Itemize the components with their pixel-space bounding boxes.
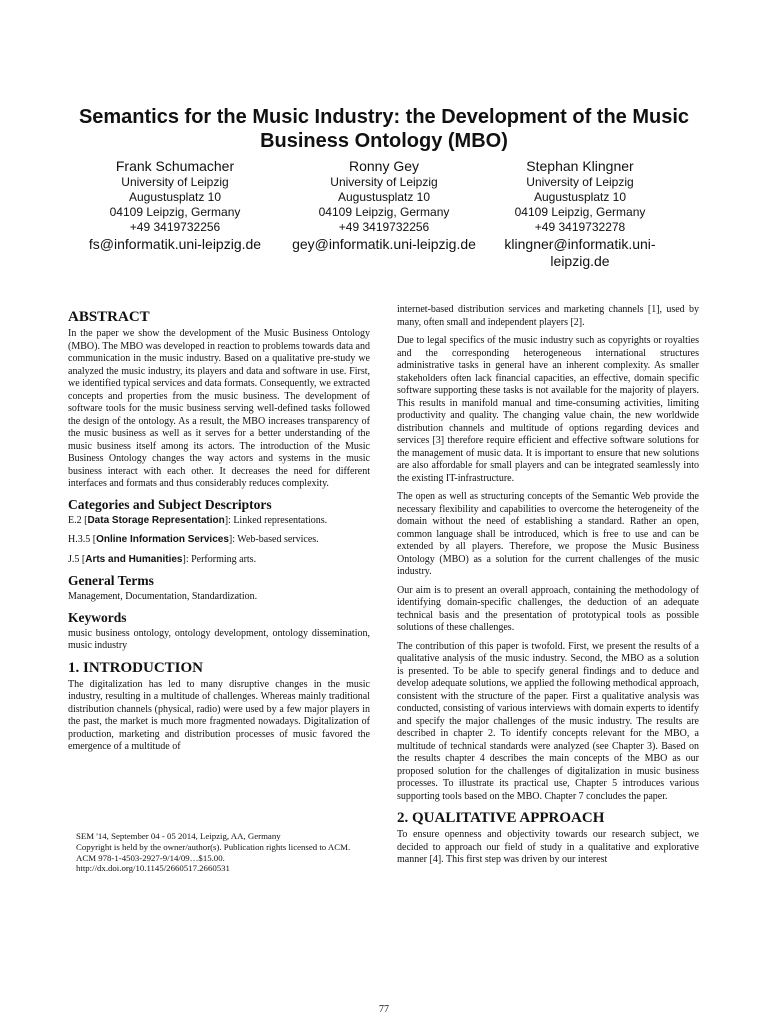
abstract-heading: ABSTRACT	[68, 309, 150, 325]
author-block-1	[60, 157, 290, 253]
author-affiliation: University of Leipzig	[121, 175, 229, 189]
paragraph: To ensure openness and objectivity towards our research subject, we decided to approach our field of study in a qualitative and explorative manner [4]. This first step was driven by our interest	[397, 829, 699, 865]
introduction-text: The digitalization has led to many disruptive changes in the music industry, resulting in a multitude of challenges. Whereas mainly traditional distribution channels (physical, radio) were used by a few major players in the past, the market is much more fragmented nowadays. Digitalization of production, marketing and distribution processes of music favored the emergence of a multitude of	[68, 678, 370, 752]
author-street: Augustusplatz 10	[337, 190, 431, 204]
acm-isbn-line: ACM 978-1-4503-2927-9/14/09…$15.00.	[76, 852, 225, 863]
author-email: fs@informatik.uni-leipzig.de	[88, 236, 262, 252]
paragraph: The contribution of this paper is twofold. First, we present the results of a qualitative analysis of the music industry. Second, the MBO as a solution is presented. To be able to specify general findings and to deduce and develop adequate solutions, we applied the following methodical approach, consistent with the structure of the paper. First a qualitative analysis was conducted, consisting of various interviews with domain experts to identify and specify the major challenges of the music industry. The results are described in chapter 2. To identify concepts relevant for the MBO, a multitude of technical standards were analyzed (see Chapter 3). Based on the results chapter 4 describes the main concepts of the MBO as our proposed solution for the challenges of digitalization in music business processes. To illustrate its practical use, Chapter 5 introduces various supporting tools based on the MBO. Chapter 7 concludes the paper.	[397, 640, 699, 802]
paragraph: internet-based distribution services and marketing channels [1], used by many, often small and independent players [2].	[397, 304, 699, 328]
paragraph: Our aim is to present an overall approach, containing the methodology of identifying domain-specific challenges, the deduction of an adequate technical basis and the presentation of prototypical tools as possible solutions of these challenges.	[397, 584, 699, 633]
author-city: 04109 Leipzig, Germany	[318, 205, 450, 219]
author-street: Augustusplatz 10	[128, 190, 222, 204]
author-phone: +49 3419732256	[338, 220, 430, 234]
author-city: 04109 Leipzig, Germany	[109, 205, 241, 219]
author-email: gey@informatik.uni-leipzig.de	[292, 236, 476, 252]
qualitative-approach-heading: 2. QUALITATIVE APPROACH	[397, 810, 605, 826]
page-number: 77	[379, 1004, 389, 1015]
keywords-heading: Keywords	[68, 609, 127, 625]
conference-line: SEM '14, September 04 - 05 2014, Leipzig, AA, Germany	[76, 831, 281, 841]
author-street: Augustusplatz 10	[533, 190, 627, 204]
author-phone: +49 3419732278	[534, 220, 626, 234]
author-email: klingner@informatik.uni-leipzig.de	[504, 236, 656, 269]
author-city: 04109 Leipzig, Germany	[514, 205, 646, 219]
author-name: Stephan Klingner	[526, 158, 634, 174]
left-column	[68, 304, 370, 760]
category-item: J.5 [Arts and Humanities]: Performing arts.	[68, 553, 257, 565]
general-terms-text: Management, Documentation, Standardization.	[68, 591, 258, 602]
category-item: H.3.5 [Online Information Services]: Web-based services.	[68, 534, 319, 545]
introduction-heading: 1. INTRODUCTION	[68, 659, 204, 676]
keywords-text: music business ontology, ontology development, ontology dissemination, music industry	[68, 627, 370, 651]
general-terms-heading: General Terms	[68, 573, 154, 588]
author-block-3	[480, 157, 680, 270]
doi-link[interactable]: http://dx.doi.org/10.1145/2660517.2660531	[76, 863, 230, 874]
author-phone: +49 3419732256	[129, 220, 221, 234]
author-affiliation: University of Leipzig	[330, 175, 438, 189]
author-name: Ronny Gey	[348, 158, 420, 174]
author-name: Frank Schumacher	[115, 158, 235, 174]
category-item: E.2 [Data Storage Representation]: Linked representations.	[68, 514, 328, 526]
categories-heading: Categories and Subject Descriptors	[68, 496, 272, 512]
abstract-text: In the paper we show the development of the Music Business Ontology (MBO). The MBO was developed in reaction to problems towards data and communication in the music industry. Based on a qualitative pre-study we analyzed the music industry, its players and data and software in use. First, we identified typical services and data formats. Consequently, we extracted concepts and properties from the music business. The development of software tools for the music business serving well-defined tasks followed the design of the ontology. As a result, the MBO increases transparency of the music business as well as it serves for a better understanding of the music business itself among its actors. The introduction of the Music Business Ontology changes the way actors and systems in the music business interact with each other. It decreases the need for different interfaces and formats and thus considerably reduces complexity.	[68, 328, 370, 489]
right-column	[397, 304, 699, 873]
author-block-2	[269, 157, 499, 253]
paper-title: Semantics for the Music Industry: the Development of the Music Business Ontology (MBO)	[78, 106, 690, 152]
copyright-line: Copyright is held by the owner/author(s). Publication rights licensed to ACM.	[76, 841, 351, 852]
paragraph: Due to legal specifics of the music industry such as copyrights or royalties and the corresponding heterogeneous international structures administrative tasks in general have an inherent complexity. As smaller stakeholders often lack financial capacities, an effective, domain specific software supporting these tasks is not available for the majority of players. This results in manifold manual and time-consuming activities, limiting productivity and quality. The changing value chain, the new worldwide distribution channels and multitude of options regarding devices and services [3] therefore require efficient and effective software solutions for the management of music data. It is important to ensure that new solutions are also affordable for small players and can be integrated seamlessly into the existing IT-infrastructure.	[397, 335, 699, 484]
paragraph: The open as well as structuring concepts of the Semantic Web provide the necessary flexibility and capabilities to overcome the heterogeneity of the domain without the need of establishing a standard. Rather an open, common language shall be introduced, which is free to use and can be extended by all players. Therefore, we propose the Music Business Ontology (MBO) as a solution for the current challenges of the music industry.	[397, 491, 699, 577]
copyright-footnote	[76, 831, 378, 874]
author-affiliation: University of Leipzig	[526, 175, 634, 189]
